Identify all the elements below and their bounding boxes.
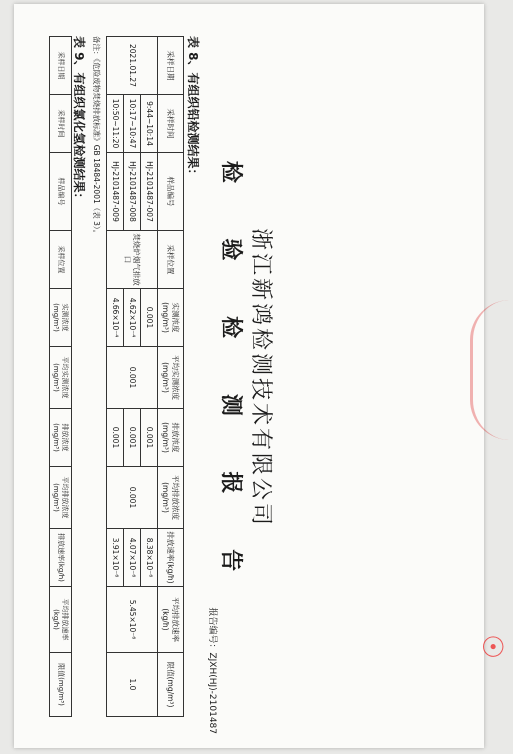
table-header-row: [50, 37, 72, 717]
header-cell: 样品编号: [50, 153, 72, 231]
header-cell: 排放速率(kg/h): [50, 529, 72, 587]
sample-cell: HJ-2101487-007: [141, 153, 158, 231]
table9-caption: 表 9、有组织氯化氢检测结果：: [72, 36, 86, 205]
sample-cell: HJ-2101487-008: [124, 153, 141, 231]
company-name: 浙江新鸿检测技术有限公司: [248, 227, 273, 528]
avg-emis-cell: 0.001: [107, 467, 158, 529]
table8-caption: 表 8、有组织铅检测结果：: [186, 36, 200, 181]
header-cell: 平均实测浓度(mg/m³): [50, 347, 72, 409]
table9-hcl-results: [49, 36, 72, 717]
conc-cell: 4.66×10⁻⁴: [107, 289, 124, 347]
avg-rate-cell: 5.45×10⁻⁶: [107, 587, 158, 653]
header-cell: 采样时间: [158, 95, 184, 153]
conc-cell: 4.62×10⁻⁴: [124, 289, 141, 347]
header-cell: 平均排放速率(kg/h): [50, 587, 72, 653]
report-number: 报告编号：ZJXH(HJ)-2101487: [207, 607, 217, 734]
header-cell: 采样日期: [50, 37, 72, 95]
limit-cell: 1.0: [107, 653, 158, 717]
table8-note: 备注：《危险废物焚烧排放标准》GB 18484-2001（表 3）。: [92, 36, 101, 238]
header-cell: 实测浓度(mg/m³): [50, 289, 72, 347]
date-cell: 2021.01.27: [107, 37, 158, 95]
header-cell: 采样位置: [50, 231, 72, 289]
time-cell: 10:50~11:20: [107, 95, 124, 153]
time-cell: 10:17~10:47: [124, 95, 141, 153]
emis-cell: 0.001: [107, 409, 124, 467]
rate-cell: 3.91×10⁻⁶: [107, 529, 124, 587]
header-cell: 采样时间: [50, 95, 72, 153]
header-cell: 限值(mg/m³): [158, 653, 184, 717]
sample-cell: HJ-2101487-009: [107, 153, 124, 231]
conc-cell: 0.001: [141, 289, 158, 347]
time-cell: 9:44~10:14: [141, 95, 158, 153]
header-cell: 排放浓度(mg/m³): [158, 409, 184, 467]
header-cell: 平均实测浓度(mg/m³): [158, 347, 184, 409]
header-cell: 实测浓度(mg/m³): [158, 289, 184, 347]
avg-conc-cell: 0.001: [107, 347, 158, 409]
header-cell: 采样日期: [158, 37, 184, 95]
header-cell: 平均排放浓度(mg/m³): [50, 467, 72, 529]
header-cell: 排放速率(kg/h): [158, 529, 184, 587]
rate-cell: 8.38×10⁻⁶: [141, 529, 158, 587]
header-cell: 排放浓度(mg/m³): [50, 409, 72, 467]
emis-cell: 0.001: [124, 409, 141, 467]
header-cell: 平均排放速率(kg/h): [158, 587, 184, 653]
header-cell: 采样位置: [158, 231, 184, 289]
header-cell: 平均排放浓度(mg/m³): [158, 467, 184, 529]
emis-cell: 0.001: [141, 409, 158, 467]
red-seal-mark: ☉: [476, 633, 510, 660]
document-title: 检 验 检 测 报 告: [218, 160, 244, 596]
header-cell: 样品编号: [158, 153, 184, 231]
rotated-report-table9: [14, 8, 484, 748]
rate-cell: 4.07×10⁻⁶: [124, 529, 141, 587]
header-cell: 限值(mg/m³): [50, 653, 72, 717]
location-cell: 焚烧炉烟气排放口: [107, 231, 158, 289]
